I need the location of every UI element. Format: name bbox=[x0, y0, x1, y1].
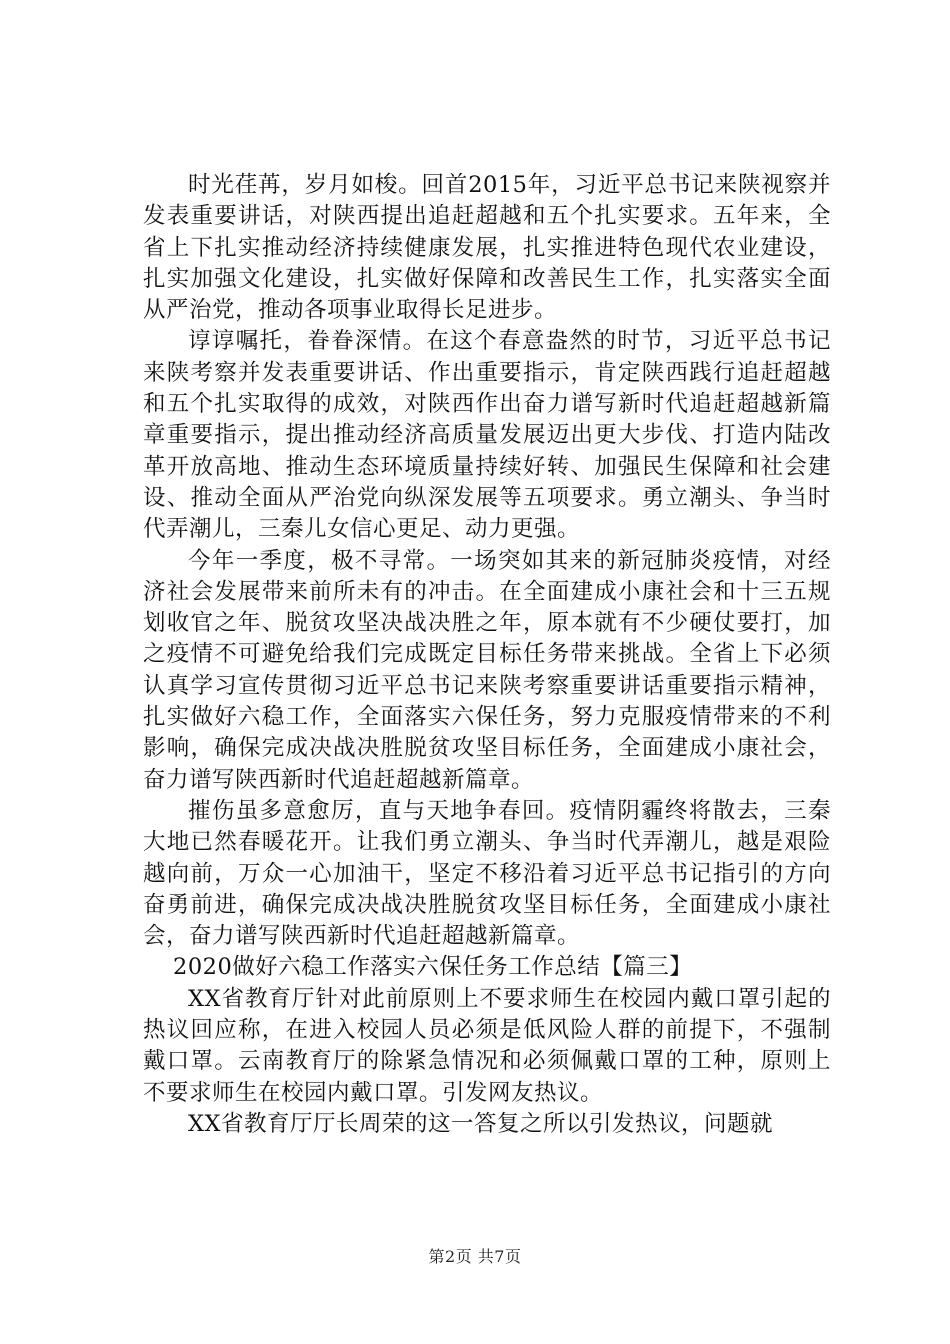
document-body bbox=[143, 170, 831, 1140]
paragraph-2: 谆谆嘱托，眷眷深情。在这个春意盎然的时节，习近平总书记来陕考察并发表重要讲话、作出重要指示，肯定陕西践行追赶超越和五个扎实取得的成效，对陕西作出奋力谱写新时代追赶超越新篇章重要指示，提出推动经济高质量发展迈出更大步伐、打造内陆改革开放高地、推动生态环境质量持续好转、加强民生保障和社会建设、推动全面从严治党向纵深发展等五项要求。勇立潮头、争当时代弄潮儿，三秦儿女信心更足、动力更强。 bbox=[143, 328, 831, 543]
paragraph-4: 摧伤虽多意愈厉，直与天地争春回。疫情阴霾终将散去，三秦大地已然春暖花开。让我们勇立潮头、争当时代弄潮儿，越是艰险越向前，万众一心加油干，坚定不移沿着习近平总书记指引的方向奋勇前进，确保完成决战决胜脱贫攻坚目标任务，全面建成小康社会，奋力谱写陕西新时代追赶超越新篇章。 bbox=[143, 797, 831, 950]
paragraph-6: XX省教育厅厅长周荣的这一答复之所以引发热议，问题就 bbox=[188, 1110, 774, 1137]
page-number-footer: 第2页 共7页 bbox=[428, 1247, 522, 1266]
paragraph-3: 今年一季度，极不寻常。一场突如其来的新冠肺炎疫情，对经济社会发展带来前所未有的冲击。在全面建成小康社会和十三五规划收官之年、脱贫攻坚决战决胜之年，原本就有不少硬仗要打，加之疫情不可避免给我们完成既定目标任务带来挑战。全省上下必须认真学习宣传贯彻习近平总书记来陕考察重要讲话重要指示精神，扎实做好六稳工作，全面落实六保任务，努力克服疫情带来的不利影响，确保完成决战决胜脱贫攻坚目标任务，全面建成小康社会，奋力谱写陕西新时代追赶超越新篇章。 bbox=[143, 547, 831, 793]
section-heading: 2020做好六稳工作落实六保任务工作总结【篇三】 bbox=[173, 954, 693, 981]
paragraph-5: XX省教育厅针对此前原则上不要求师生在校园内戴口罩引起的热议回应称，在进入校园人员必须是低风险人群的前提下，不强制戴口罩。云南教育厅的除紧急情况和必须佩戴口罩的工种，原则上不要求师生在校园内戴口罩。引发网友热议。 bbox=[143, 985, 831, 1106]
paragraph-1: 时光荏苒，岁月如梭。回首2015年，习近平总书记来陕视察并发表重要讲话，对陕西提出追赶超越和五个扎实要求。五年来，全省上下扎实推动经济持续健康发展，扎实推进特色现代农业建设，扎实加强文化建设，扎实做好保障和改善民生工作，扎实落实全面从严治党，推动各项事业取得长足进步。 bbox=[143, 172, 831, 324]
